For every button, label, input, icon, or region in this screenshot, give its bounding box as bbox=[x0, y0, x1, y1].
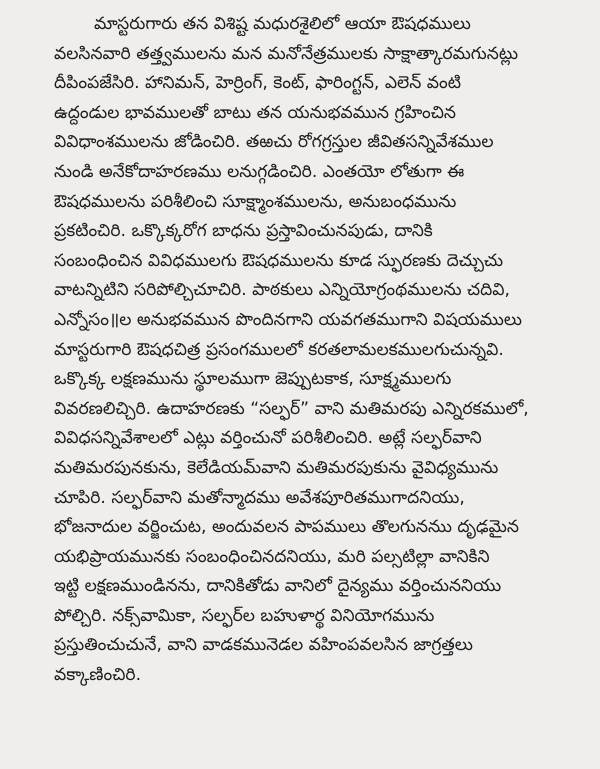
paragraph-line: భోజనాదుల వర్జించుట, అందువలన పాపములు తొలగుననుు దృఢమైన bbox=[54, 517, 519, 538]
paragraph-line: చూపిరి. సల్ఫర్‌వాని మతోన్మాదము అవేశపూరితముగాదనియు, bbox=[54, 487, 465, 508]
paragraph-line: ఇట్టి లక్షణముండినను, దానికితోడు వానిలో దైన్యము వర్తించుననియు bbox=[54, 576, 502, 597]
paragraph-line: వివిధాంశములను జోడించిరి. తఱచు రోగగ్రస్తుల జీవితసన్నివేశముల bbox=[54, 132, 494, 153]
paragraph-line: ఒక్కొక్క లక్షణమును స్థూలముగా జెప్పుటకాక, సూక్ష్మములగు bbox=[54, 369, 452, 390]
paragraph-line: ఉద్దండుల భావములతో బాటు తన యనుభవమున గ్రహించిన bbox=[54, 102, 456, 123]
paragraph-line: నుండి అనేకోదాహరణము లనుగ్గడించిరి. ఎంతయో లోతుగా ఈ bbox=[54, 161, 465, 182]
paragraph-line: వివిధసన్నివేశాలలో ఎట్లు వర్తించునో పరిశీలించిరి. అట్లే సల్ఫర్‌వాని bbox=[54, 428, 482, 449]
paragraph-line: మాస్టరుగారి ఔషధచిత్ర ప్రసంగములలో కరతలామలకములగుచున్నవి. bbox=[54, 339, 504, 360]
paragraph-line: వాటన్నిటిని సరిపోల్చిచూచిరి. పాఠకులు ఎన్నియోగ్రంథములను చదివి, bbox=[54, 280, 510, 301]
paragraph-line: మాస్టరుగారు తన విశిష్ట మధురశైలిలో ఆయా ఔషధములు bbox=[94, 14, 471, 34]
paragraph-line: ఎన్నోసం॥ల అనుభవమున పొందినగాని యవగతముగాని విషయములు bbox=[54, 309, 523, 330]
paragraph-line: ప్రకటించిరి. ఒక్కొక్కరోగ బాధను ప్రస్తావించునపుడు, దానికి bbox=[54, 221, 433, 242]
body-paragraph bbox=[54, 10, 576, 691]
paragraph-line: సంబంధించిన వివిధములగు ఔషధములను కూడ స్ఫురణకు దెచ్చుచు bbox=[54, 250, 504, 271]
paragraph-line: మతిమరపునకును, కెలేడియమ్‌వాని మతిమరపుకును వైవిధ్యమును bbox=[54, 457, 499, 478]
paragraph-line: దీపింపజేసిరి. హానిమన్, హెర్రింగ్, కెంట్, ఫారింగ్టన్, ఎలెన్ వంటి bbox=[54, 73, 461, 94]
paragraph-line: ప్రస్తుతించుచునే, వాని వాడకమునెడల వహింపవలసిన జాగ్రత్తలు bbox=[54, 635, 473, 656]
paragraph-line: వివరణలిచ్చిరి. ఉదాహరణకు “సల్ఫర్” వాని మతిమరపు ఎన్నిరకములో, bbox=[54, 398, 529, 419]
paragraph-line: పోల్చిరి. నక్స్‌వామికా, సల్ఫర్‌ల బహుళార్థ వినియోగమును bbox=[54, 605, 435, 626]
paragraph-line: ఔషధములను పరిశీలించి సూక్ష్మాంశములను, అనుబంధమును bbox=[54, 191, 457, 212]
paragraph-line: వక్కాణించిరి. bbox=[54, 665, 142, 686]
paragraph-line: వలసినవారి తత్త్వములను మన మనోనేత్రములకు సాక్షాత్కారమగునట్లు bbox=[54, 43, 519, 64]
paragraph-line: యభిప్రాయమునకు సంబంధించినదనియు, మరి పల్సటిల్లా వానికిని bbox=[54, 546, 490, 567]
